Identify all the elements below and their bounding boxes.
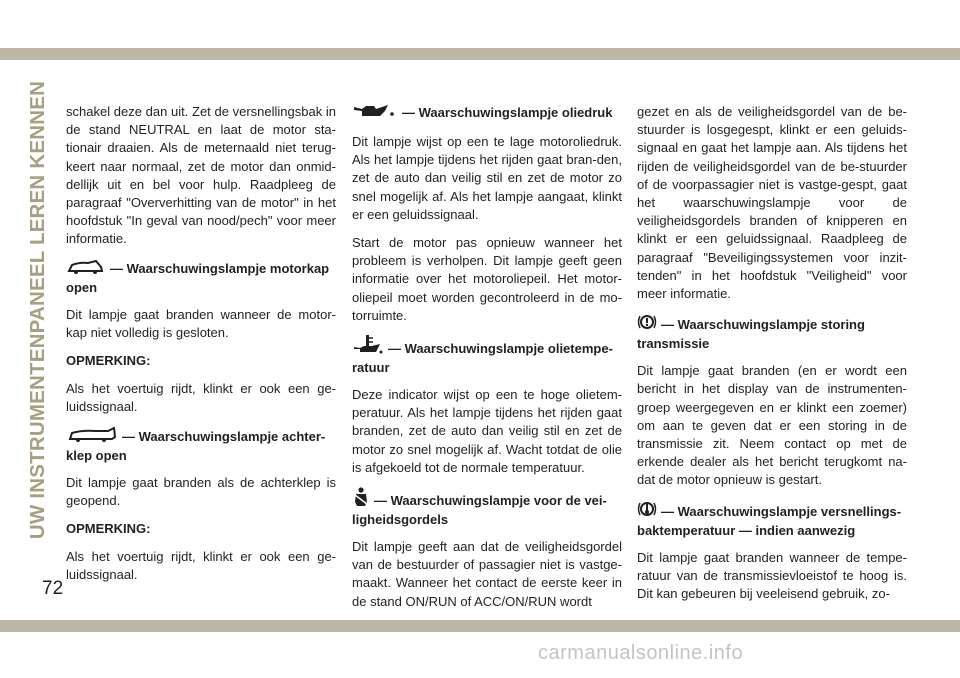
- oil-pressure-body-2: Start de motor pas opnieuw wanneer het probleem is verholpen. Dit lampje geeft geen informatie over het motoroliepeil. Het motor-oliepeil moet worden gecontroleerd in de mo-torruimte.: [352, 235, 622, 323]
- oil-pressure-heading-text: — Waarschuwingslampje oliedruk: [402, 105, 613, 120]
- transmission-temp-heading-text: — Waarschuwingslampje versnellings-baktemperatuur — indien aanwezig: [637, 503, 902, 538]
- chapter-title: [18, 80, 58, 540]
- liftgate-open-icon: [66, 427, 118, 447]
- note-body-2: Als het voertuig rijdt, klinkt er ook een ge-luidssignaal.: [66, 549, 336, 583]
- liftgate-open-heading: [66, 427, 336, 464]
- seatbelt-body-continued: gezet en als de veiligheidsgordel van de be-stuurder is losgegespt, klinkt er een geluids-signaal en gaat het lampje aan. Als tijdens het rijden de veiligheidsgordel van de be-stuurder of de voorpassagier niet is vastge-gespt, gaat het waarschuwingslampje voor de veiligheidsgordels branden of knipperen en klinkt er een geluidssignaal. Raadpleeg de paragraaf "Beveiligingssystemen voor inzit-tenden" in het hoofdstuk "Veiligheid" voor meer informatie.: [637, 104, 907, 302]
- hood-open-heading-text: — Waarschuwingslampje motorkap open: [66, 260, 330, 295]
- transmission-temp-heading: [637, 500, 907, 539]
- transmission-fault-body: Dit lampje gaat branden (en er wordt een bericht in het display van de instrumenten-groep weergegeven en er klinkt een zoemer) om aan te geven dat er een storing in de transmissie zit. Neem contact op met de erkende dealer als het bericht terugkomt na-dat de motor opnieuw is gestart.: [637, 363, 907, 488]
- bottom-band: [0, 620, 960, 632]
- hood-open-heading: [66, 259, 336, 296]
- watermark: carmanualsonline.info: [538, 642, 744, 664]
- hood-open-icon: [66, 259, 106, 279]
- intro-paragraph: schakel deze dan uit. Zet de versnellingsbak in de stand NEUTRAL en laat de motor sta-tionair draaien. Als de meternaald niet terug-keert naar normaal, zet de motor dan onmid-dellijk uit en bel voor hulp. Raadpleeg de paragraaf "Oververhitting van de motor" in het hoofdstuk "In geval van nood/pech" voor meer informatie.: [66, 104, 336, 247]
- transmission-fault-icon: [637, 313, 657, 335]
- seatbelt-body: Dit lampje geeft aan dat de veiligheidsgordel van de bestuurder of passagier niet is vastge-maakt. Wanneer het contact de eerste keer in de stand ON/RUN of ACC/ON/RUN wordt: [352, 539, 622, 609]
- hood-open-body: Dit lampje gaat branden wanneer de motor-kap niet volledig is gesloten.: [66, 306, 336, 340]
- oil-temp-heading: [352, 335, 622, 376]
- page-number: 72: [42, 578, 64, 599]
- oil-can-icon: [352, 103, 398, 123]
- seatbelt-heading-text: — Waarschuwingslampje voor de vei-ligheidsgordels: [352, 493, 607, 528]
- chapter-title-text: UW INSTRUMENTENPANEEL LEREN KENNEN: [26, 80, 50, 540]
- oil-pressure-heading: [352, 103, 622, 123]
- transmission-fault-heading: [637, 313, 907, 352]
- transmission-fault-heading-text: — Waarschuwingslampje storing transmissie: [637, 317, 865, 352]
- column-1: [66, 103, 336, 595]
- oil-temp-body: Deze indicator wijst op een te hoge olietem-peratuur. Als het lampje tijdens het rijden gaat branden, zet de auto dan veilig stil en zet de motor zo snel mogelijk af. Wacht totdat de olie is afgekoeld tot de normale temperatuur.: [352, 387, 622, 475]
- transmission-temperature-icon: [637, 500, 657, 522]
- note-label-1: OPMERKING:: [66, 353, 151, 369]
- transmission-temp-body: Dit lampje gaat branden wanneer de tempe-ratuur van de transmissievloeistof te hoog is. Dit kan gebeuren bij veeleisend gebruik, zo-: [637, 549, 907, 602]
- note-label-2: OPMERKING:: [66, 521, 151, 537]
- note-body-1: Als het voertuig rijdt, klinkt er ook een ge-luidssignaal.: [66, 381, 336, 415]
- seatbelt-heading: [352, 487, 622, 528]
- top-band: [0, 48, 960, 60]
- oil-pressure-body-1: Dit lampje wijst op een te lage motoroliedruk. Als het lampje tijdens het rijden gaat bran-den, zet de auto dan veilig stil en zet de motor zo snel mogelijk af. Als het lampje aangaat, klinkt er een geluidssignaal.: [352, 134, 622, 222]
- oil-temp-heading-text: — Waarschuwingslampje olietempe-ratuur: [352, 341, 613, 376]
- column-2: [352, 103, 622, 611]
- seatbelt-icon: [352, 487, 370, 511]
- column-3: [637, 103, 907, 603]
- oil-temperature-icon: [352, 335, 384, 359]
- liftgate-open-heading-text: — Waarschuwingslampje achter-klep open: [66, 428, 326, 463]
- liftgate-open-body: Dit lampje gaat branden als de achterklep is geopend.: [66, 474, 336, 508]
